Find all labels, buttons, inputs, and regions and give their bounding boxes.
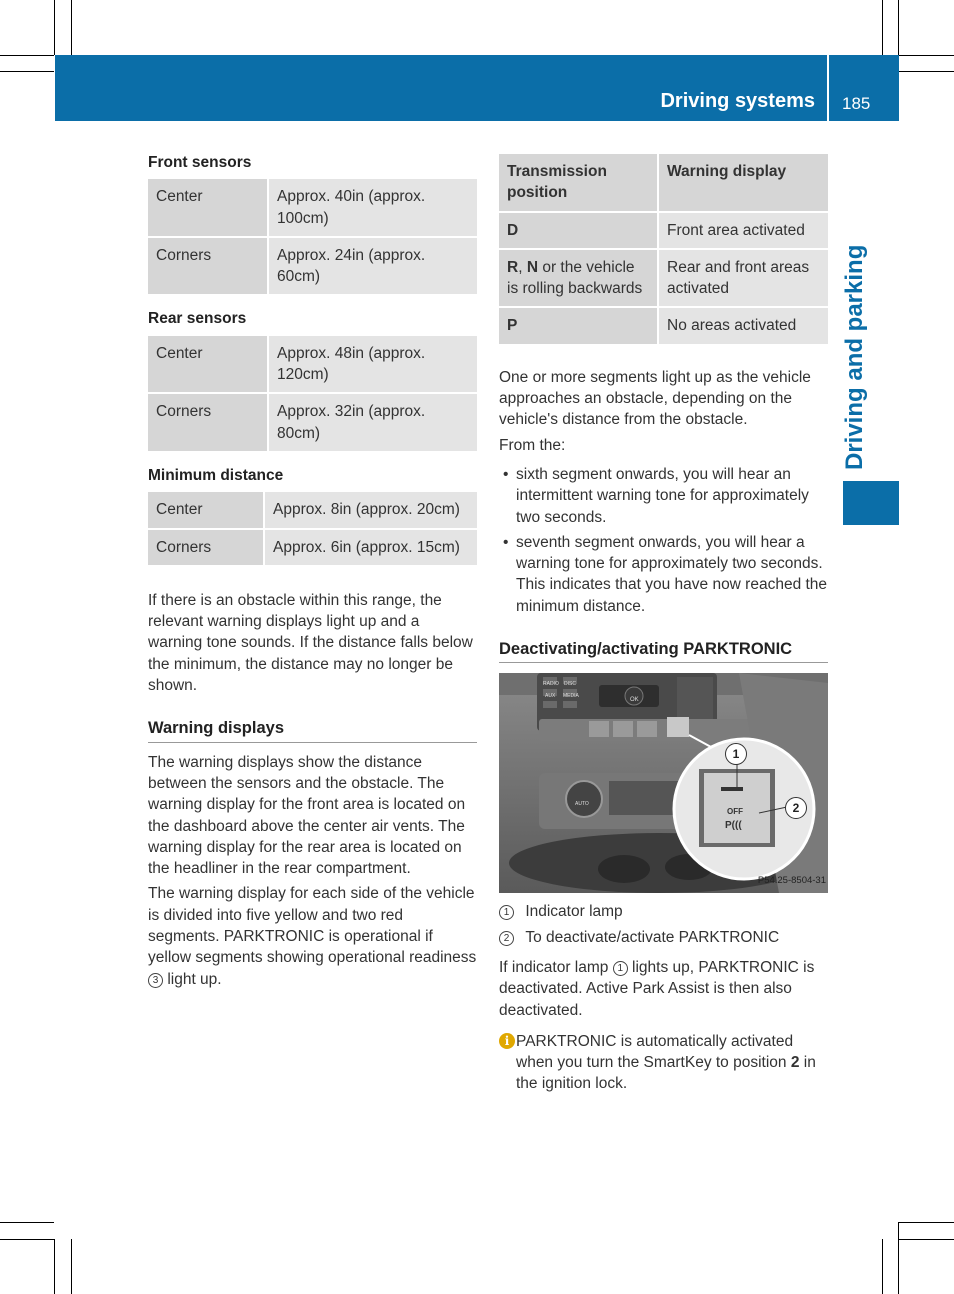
table-row xyxy=(499,307,828,344)
front-sensors-table xyxy=(148,179,477,296)
info-text: PARKTRONIC is automatically activated when you turn the SmartKey to position xyxy=(516,1032,794,1072)
callout-marker: 3 xyxy=(148,973,163,988)
crop-mark xyxy=(54,1239,55,1294)
radio-label: RADIO xyxy=(543,681,559,688)
table-row xyxy=(148,179,477,237)
table-cell-value: Approx. 32in (approx. 80cm) xyxy=(268,393,477,452)
crop-mark xyxy=(882,0,883,55)
deactivating-heading: Deactivating/activating PARKTRONIC xyxy=(499,639,828,663)
crop-mark xyxy=(898,0,899,55)
table-row xyxy=(148,492,477,528)
aux-label: AUX xyxy=(545,693,556,700)
table-row xyxy=(148,237,477,296)
paragraph-text: lights up, PARKTRONIC is deactivated. Active Park Assist is then also deactivated. xyxy=(499,958,815,1019)
info-icon: i xyxy=(499,1033,515,1049)
left-column xyxy=(148,152,477,990)
table-row xyxy=(499,212,828,249)
paragraph-text: The warning display for each side of the vehicle is divided into five yellow and two red segments. PARKTRONIC is operational if yellow segments showing operational readiness xyxy=(148,885,477,967)
paragraph-text: light up. xyxy=(167,970,222,988)
crop-mark xyxy=(54,0,55,55)
crop-mark xyxy=(71,1239,72,1294)
table-cell-value: Approx. 40in (approx. 100cm) xyxy=(268,179,477,237)
warning-displays-paragraph-2 xyxy=(148,883,477,989)
position-text: or the vehicle is rolling backwards xyxy=(507,258,643,298)
table-cell-position xyxy=(499,249,658,308)
table-row xyxy=(148,336,477,394)
section-title: Driving systems xyxy=(660,90,815,112)
table-cell-label: Center xyxy=(148,492,264,528)
page-number: 185 xyxy=(842,94,871,113)
callout-marker: 1 xyxy=(613,961,628,976)
table-cell-value: Approx. 8in (approx. 20cm) xyxy=(264,492,477,528)
table-cell-position xyxy=(499,212,658,249)
indicator-paragraph xyxy=(499,957,828,1021)
table-row xyxy=(148,529,477,566)
minimum-distance-heading: Minimum distance xyxy=(148,466,284,484)
table-cell-label: Corners xyxy=(148,393,268,452)
table-cell-label: Corners xyxy=(148,529,264,566)
table-cell-label: Corners xyxy=(148,237,268,296)
chapter-tab xyxy=(843,481,899,525)
table-row xyxy=(148,393,477,452)
table-cell-position xyxy=(499,307,658,344)
legend-text: To deactivate/activate PARKTRONIC xyxy=(525,928,780,946)
crop-mark xyxy=(899,1239,954,1240)
legend-marker: 2 xyxy=(499,931,514,946)
callout-1-number: 1 xyxy=(732,747,740,762)
from-the-label: From the: xyxy=(499,436,566,454)
position-letter: D xyxy=(507,221,519,239)
warning-displays-paragraph-1: The warning displays show the distance between the sensors and the obstacle. The warning display for the front area is located on the dashboard above the center air vents. The warning display for the rear area is located on the headliner in the rear compartment. xyxy=(148,753,466,878)
ok-label: OK xyxy=(630,697,639,704)
crop-mark xyxy=(898,1222,899,1294)
crop-mark xyxy=(899,1222,954,1223)
media-label: MEDIA xyxy=(563,693,579,700)
info-bold-text: 2 xyxy=(790,1054,800,1072)
image-code: P54.25-8504-31 xyxy=(757,875,826,887)
table-cell-display: Rear and front areas activated xyxy=(658,249,828,308)
transmission-table xyxy=(499,154,828,346)
right-column xyxy=(499,154,828,1095)
parktronic-illustration xyxy=(499,673,828,893)
callout-2-number: 2 xyxy=(792,801,800,816)
table-header-row xyxy=(499,154,828,212)
position-letter: R xyxy=(507,258,519,276)
position-separator: , xyxy=(518,258,527,276)
table-cell-label: Center xyxy=(148,179,268,237)
table-cell-label: Center xyxy=(148,336,268,394)
auto-label: AUTO xyxy=(575,801,589,808)
warning-displays-heading: Warning displays xyxy=(148,718,477,742)
disc-label: DISC xyxy=(564,681,576,688)
crop-mark xyxy=(899,55,954,56)
legend-item xyxy=(499,927,828,948)
crop-mark xyxy=(882,1239,883,1294)
off-button-label: OFF xyxy=(727,807,743,817)
parktronic-button-symbol: P((( xyxy=(725,820,742,832)
table-cell-display: No areas activated xyxy=(658,307,828,344)
crop-mark xyxy=(71,0,72,55)
minimum-distance-table xyxy=(148,492,477,567)
table-cell-value: Approx. 48in (approx. 120cm) xyxy=(268,336,477,394)
table-cell-value: Approx. 6in (approx. 15cm) xyxy=(264,529,477,566)
obstacle-paragraph: If there is an obstacle within this range, the relevant warning displays light up and a warning tone sounds. If the distance falls below the minimum, the distance may no longer be shown. xyxy=(148,591,473,695)
legend-marker: 1 xyxy=(499,905,514,920)
chapter-side-title: Driving and parking xyxy=(841,244,868,470)
paragraph-text: If indicator lamp xyxy=(499,958,609,976)
header-separator xyxy=(827,55,829,121)
crop-mark xyxy=(0,1239,54,1240)
position-letter: N xyxy=(526,258,539,276)
rear-sensors-table xyxy=(148,336,477,453)
table-cell-value: Approx. 24in (approx. 60cm) xyxy=(268,237,477,296)
rear-sensors-heading: Rear sensors xyxy=(148,310,247,328)
position-letter: P xyxy=(507,317,518,335)
front-sensors-heading: Front sensors xyxy=(148,154,252,171)
info-text: in the ignition lock. xyxy=(516,1054,816,1093)
table-header-cell: Warning display xyxy=(658,154,828,212)
legend-item xyxy=(499,901,828,922)
table-row xyxy=(499,249,828,308)
table-cell-display: Front area activated xyxy=(658,212,828,249)
crop-mark xyxy=(0,55,54,56)
crop-mark xyxy=(0,71,54,72)
crop-mark xyxy=(0,1222,54,1223)
bullet-item: • seventh segment onwards, you will hear a warning tone for approximately two seconds. This indicates that you have now reached the minimum distance. xyxy=(499,532,828,617)
info-note xyxy=(499,1031,828,1095)
segments-paragraph: One or more segments light up as the vehicle approaches an obstacle, depending on the vehicle's distance from the obstacle. xyxy=(499,368,811,429)
crop-mark xyxy=(899,71,954,72)
table-header-cell: Transmission position xyxy=(499,154,658,212)
bullet-item: • sixth segment onwards, you will hear an intermittent warning tone for approximately two seconds. xyxy=(499,464,828,528)
legend-text: Indicator lamp xyxy=(525,903,623,921)
